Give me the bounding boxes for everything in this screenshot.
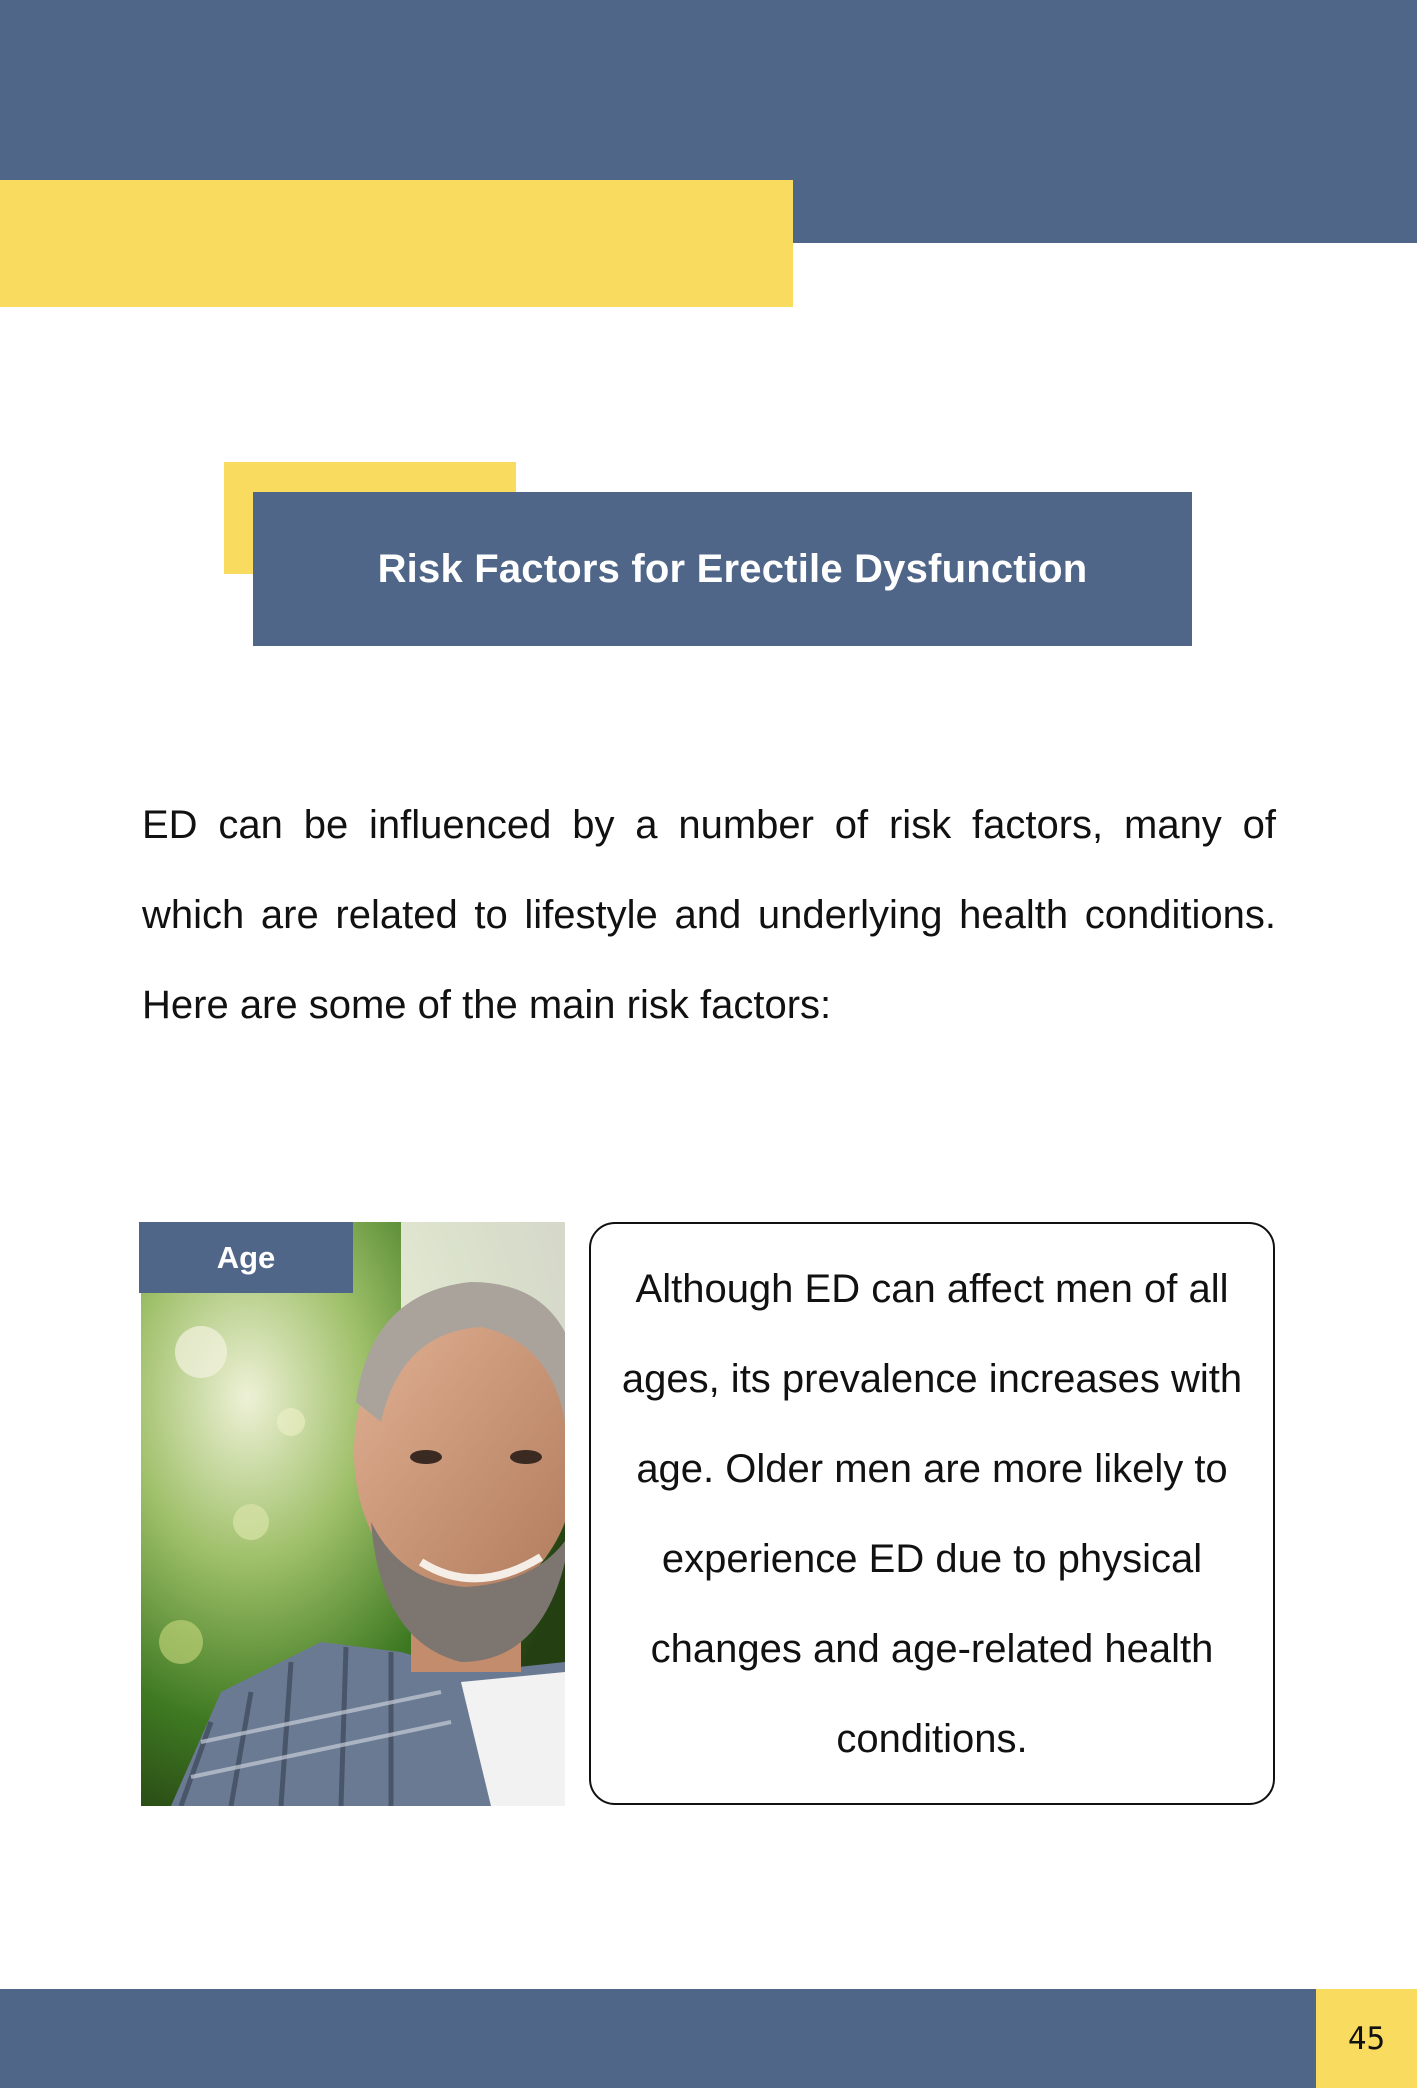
age-info-box bbox=[589, 1222, 1275, 1805]
page-number: 45 bbox=[1316, 1989, 1417, 2088]
intro-paragraph: ED can be influenced by a number of risk factors, many of which are related to lifestyle and underlying health conditions. Here are some of the main risk factors: bbox=[142, 803, 1276, 1027]
older-man-portrait-icon bbox=[141, 1222, 565, 1806]
header-accent-bar bbox=[0, 180, 793, 307]
footer-band bbox=[0, 1989, 1316, 2088]
age-label: Age bbox=[139, 1222, 353, 1293]
age-info-text: Although ED can affect men of all ages, its prevalence increases with age. Older men are more likely to experience ED due to physical changes and age-related health conditions. bbox=[621, 1266, 1243, 1761]
page-title: Risk Factors for Erectile Dysfunction bbox=[377, 546, 1088, 591]
title-banner bbox=[253, 492, 1192, 646]
